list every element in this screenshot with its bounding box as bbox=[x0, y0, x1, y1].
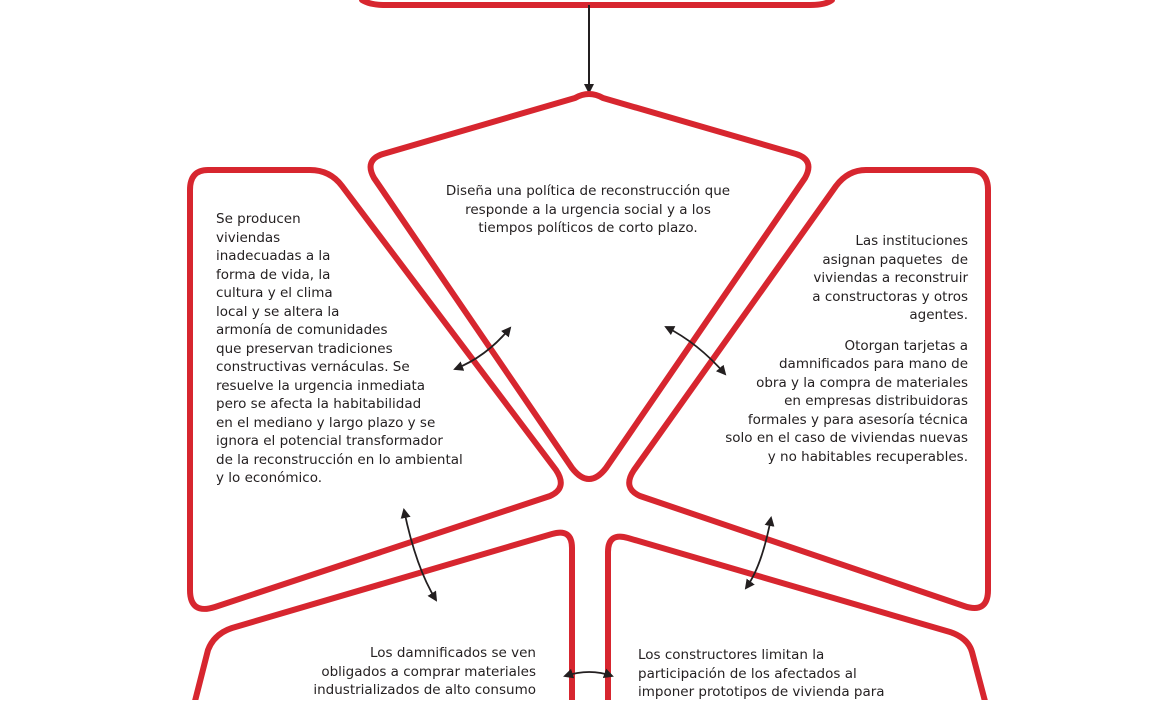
text-line: a constructoras y otros bbox=[812, 288, 968, 305]
text-line: en empresas distribuidoras bbox=[784, 393, 968, 409]
text-line: forma de vida, la bbox=[216, 266, 331, 283]
text-line: Diseña una política de reconstrucción que bbox=[445, 183, 731, 199]
paragraph-gap bbox=[698, 325, 968, 337]
text-line: resuelve la urgencia inmediata bbox=[216, 377, 426, 394]
bottom-left-box-text bbox=[262, 644, 536, 700]
text-line: inadecuadas a la bbox=[216, 248, 331, 264]
text-line: que preservan tradiciones bbox=[216, 340, 393, 357]
text-line: imponer prototipos de vivienda para bbox=[638, 684, 885, 700]
bottom-right-box-text bbox=[638, 646, 938, 702]
text-line: y lo económico. bbox=[216, 470, 323, 486]
text-line: en el mediano y largo plazo y se bbox=[216, 414, 436, 431]
right-box-text bbox=[698, 232, 968, 466]
text-line: Los damnificados se ven bbox=[369, 645, 536, 661]
text-line: Los constructores limitan la bbox=[638, 647, 825, 663]
text-line: responde a la urgencia social y a los bbox=[465, 201, 711, 218]
text-line: Se producen bbox=[216, 211, 301, 227]
text-line: y no habitables recuperables. bbox=[767, 448, 968, 465]
text-line: cultura y el clima bbox=[216, 285, 333, 301]
text-line: de la reconstrucción en lo ambiental bbox=[216, 451, 463, 468]
left-box-text bbox=[216, 210, 516, 488]
source-box bbox=[362, 0, 832, 5]
text-line: industrializados de alto consumo bbox=[313, 682, 536, 698]
text-line: obligados a comprar materiales bbox=[321, 663, 536, 680]
text-line: obra y la compra de materiales bbox=[756, 374, 968, 391]
text-line: Las instituciones bbox=[855, 233, 968, 249]
text-line: participación de los afectados al bbox=[638, 665, 857, 682]
text-line: Otorgan tarjetas a bbox=[844, 337, 968, 354]
text-line: pero se afecta la habitabilidad bbox=[216, 396, 422, 412]
text-line: solo en el caso de viviendas nuevas bbox=[725, 430, 968, 446]
text-line: tiempos políticos de corto plazo. bbox=[478, 220, 698, 236]
text-line: formales y para asesoría técnica bbox=[747, 411, 968, 428]
text-line: viviendas a reconstruir bbox=[813, 270, 968, 286]
text-line: ignora el potencial transformador bbox=[216, 433, 443, 449]
text-line: local y se altera la bbox=[216, 303, 340, 320]
text-line: asignan paquetes de bbox=[822, 251, 968, 268]
text-line: armonía de comunidades bbox=[216, 322, 388, 338]
text-line: viviendas bbox=[216, 229, 281, 246]
text-line: damnificados para mano de bbox=[778, 356, 968, 372]
text-line: constructivas vernáculas. Se bbox=[216, 359, 410, 375]
text-line: agentes. bbox=[909, 307, 968, 323]
